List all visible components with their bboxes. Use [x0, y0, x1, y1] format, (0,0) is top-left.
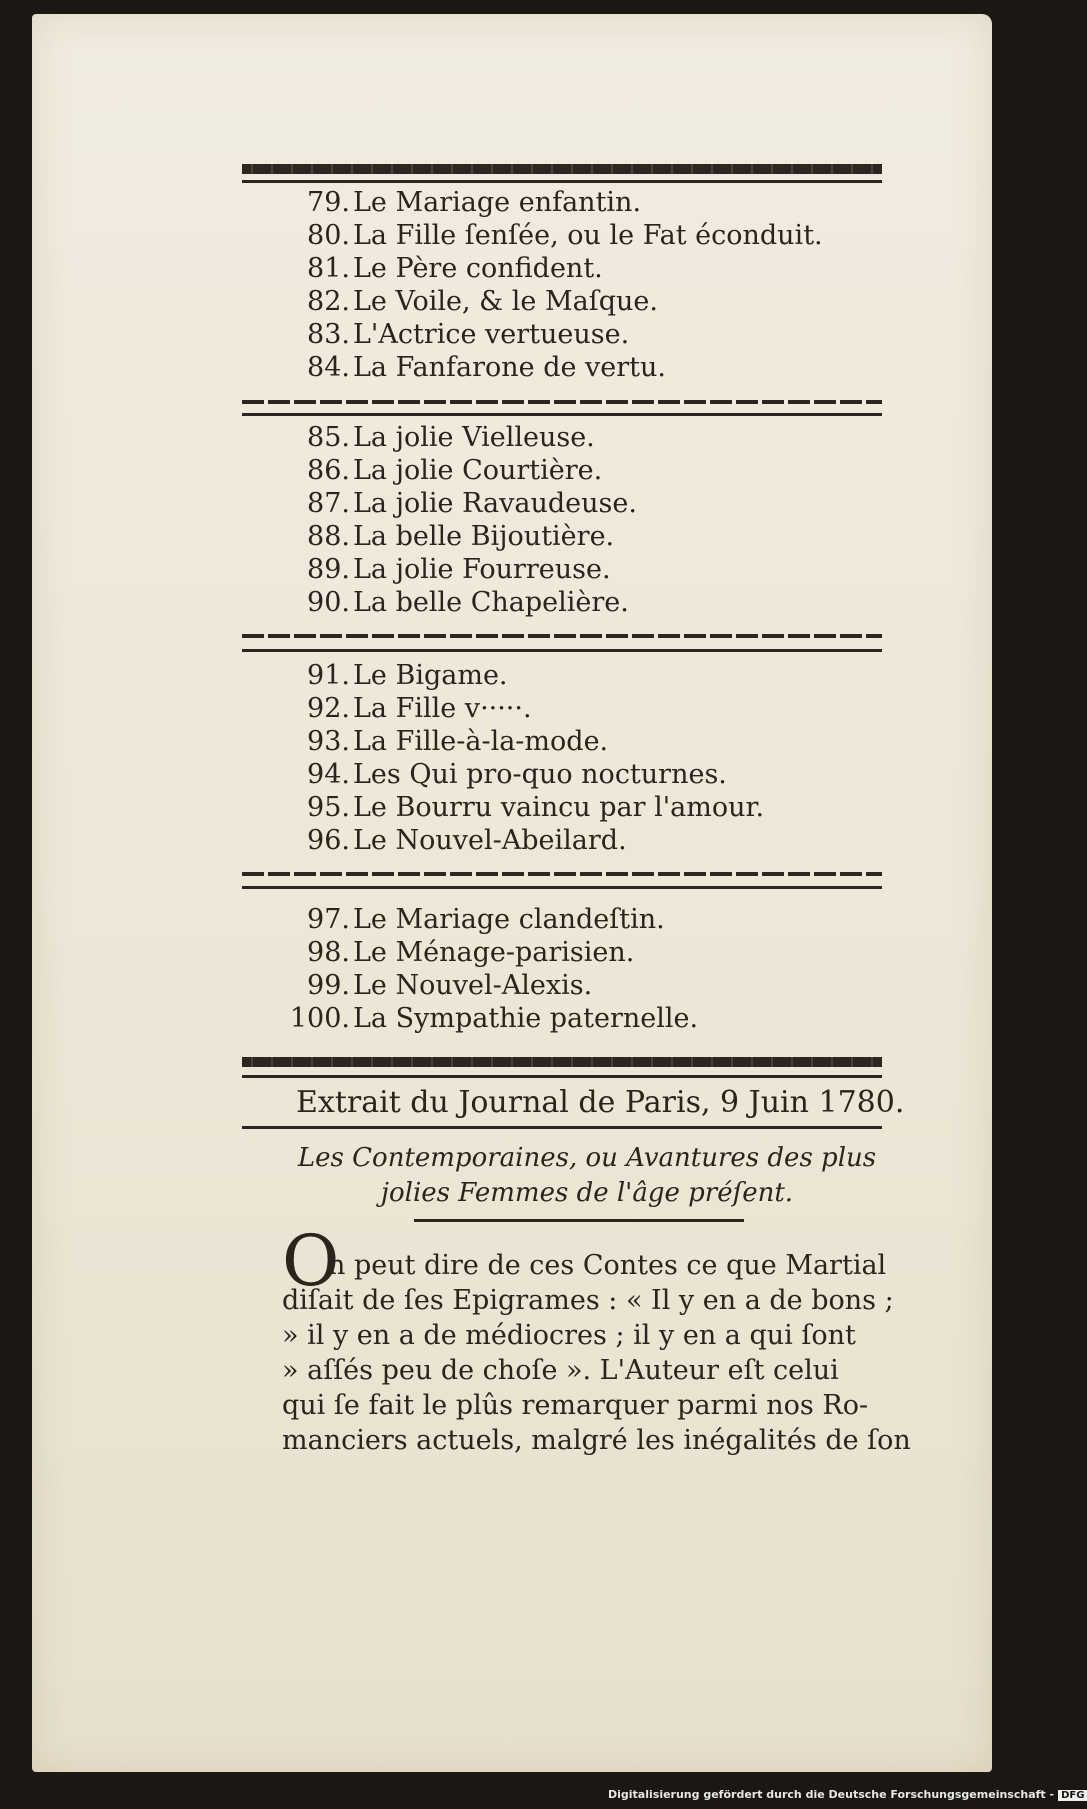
extract-body — [282, 1248, 911, 1458]
subtitle-line: Les Contemporaines, ou Avantures des plus — [297, 1143, 877, 1173]
ornamental-rule — [242, 1057, 882, 1067]
body-line: diſait de ſes Epigrames : « Il y en a de bons ; — [282, 1285, 894, 1316]
ornamental-rule — [242, 164, 882, 174]
divider-rule — [242, 180, 882, 183]
divider-rule — [242, 1075, 882, 1078]
divider-rule — [242, 1126, 882, 1129]
body-line: » aſſés peu de choſe ». L'Auteur eſt celui — [282, 1355, 839, 1386]
subtitle-line: jolies Femmes de l'âge préſent. — [380, 1178, 794, 1208]
dfg-logo: DFG — [1058, 1790, 1087, 1801]
divider-rule — [242, 413, 882, 416]
divider-rule — [242, 649, 882, 652]
body-line: n peut dire de ces Contes ce que Martial — [328, 1250, 887, 1281]
extract-subtitle — [282, 1140, 892, 1210]
extract-heading: Extrait du Journal de Paris, 9 Juin 1780. — [296, 1085, 905, 1120]
divider-rule — [414, 1219, 744, 1222]
body-line: » il y en a de médiocres ; il y en a qui ſont — [282, 1320, 856, 1351]
credit-text: Digitalisierung gefördert durch die Deutsche Forschungsgemeinschaft - — [608, 1788, 1055, 1801]
divider-rule — [242, 400, 882, 404]
drop-cap: O — [282, 1220, 340, 1302]
divider-rule — [242, 886, 882, 889]
body-line: manciers actuels, malgré les inégalités de ſon — [282, 1425, 911, 1456]
body-line: qui ſe fait le plûs remarquer parmi nos Ro- — [282, 1390, 869, 1421]
divider-rule — [242, 872, 882, 876]
divider-rule — [242, 634, 882, 638]
digitization-credit — [608, 1788, 1087, 1801]
